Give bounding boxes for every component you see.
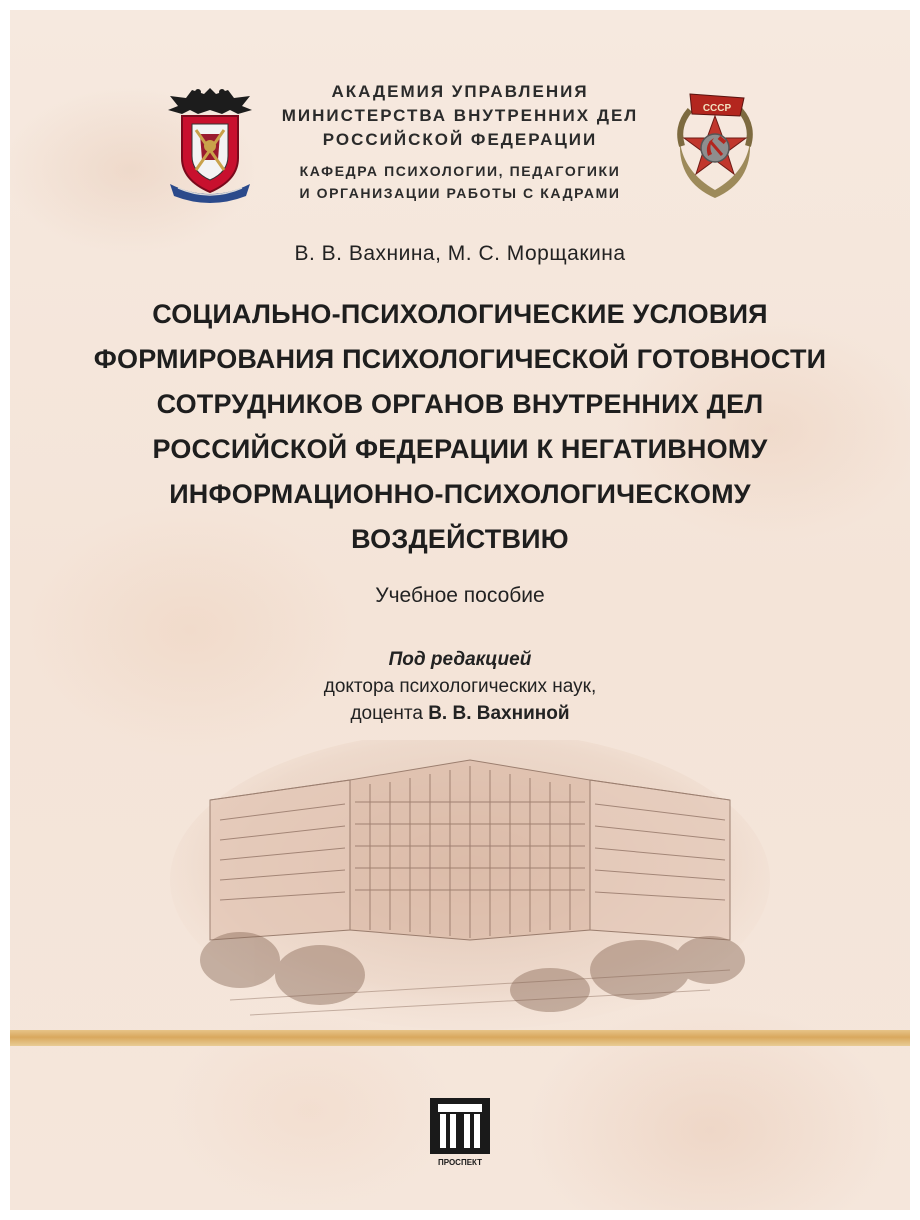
editor-lead: Под редакцией bbox=[388, 649, 532, 670]
department-line: И ОРГАНИЗАЦИИ РАБОТЫ С КАДРАМИ bbox=[299, 185, 621, 201]
editor-name-line bbox=[10, 700, 910, 727]
book-title bbox=[10, 292, 910, 562]
academy-name bbox=[10, 80, 910, 152]
publisher-name: ПРОСПЕКТ bbox=[437, 1158, 483, 1167]
title-line: РОССИЙСКОЙ ФЕДЕРАЦИИ К НЕГАТИВНОМУ bbox=[152, 434, 768, 464]
editor-block bbox=[10, 646, 910, 727]
academy-line: АКАДЕМИЯ УПРАВЛЕНИЯ bbox=[331, 82, 589, 101]
department-line: КАФЕДРА ПСИХОЛОГИИ, ПЕДАГОГИКИ bbox=[299, 163, 621, 179]
title-line: СОЦИАЛЬНО-ПСИХОЛОГИЧЕСКИЕ УСЛОВИЯ bbox=[152, 299, 768, 329]
gold-band bbox=[10, 1030, 910, 1046]
department-name bbox=[10, 160, 910, 204]
academy-building-illustration bbox=[170, 740, 770, 1040]
editor-name: В. В. Вахниной bbox=[428, 703, 570, 724]
prospekt-logo-icon bbox=[428, 1096, 492, 1168]
badge-text: СССР bbox=[702, 103, 732, 114]
editor-title: доцента bbox=[350, 703, 423, 724]
title-line: СОТРУДНИКОВ ОРГАНОВ ВНУТРЕННИХ ДЕЛ bbox=[156, 389, 764, 419]
title-line: ВОЗДЕЙСТВИЮ bbox=[351, 524, 569, 554]
book-cover bbox=[10, 10, 910, 1210]
academy-line: МИНИСТЕРСТВА ВНУТРЕННИХ ДЕЛ bbox=[281, 106, 639, 125]
authors: В. В. Вахнина, М. С. Морщакина bbox=[294, 242, 626, 265]
title-line: ФОРМИРОВАНИЯ ПСИХОЛОГИЧЕСКОЙ ГОТОВНОСТИ bbox=[93, 344, 827, 374]
book-subtitle: Учебное пособие bbox=[375, 584, 545, 607]
title-line: ИНФОРМАЦИОННО-ПСИХОЛОГИЧЕСКОМУ bbox=[169, 479, 751, 509]
editor-degree: доктора психологических наук, bbox=[323, 676, 597, 697]
academy-line: РОССИЙСКОЙ ФЕДЕРАЦИИ bbox=[322, 130, 598, 149]
